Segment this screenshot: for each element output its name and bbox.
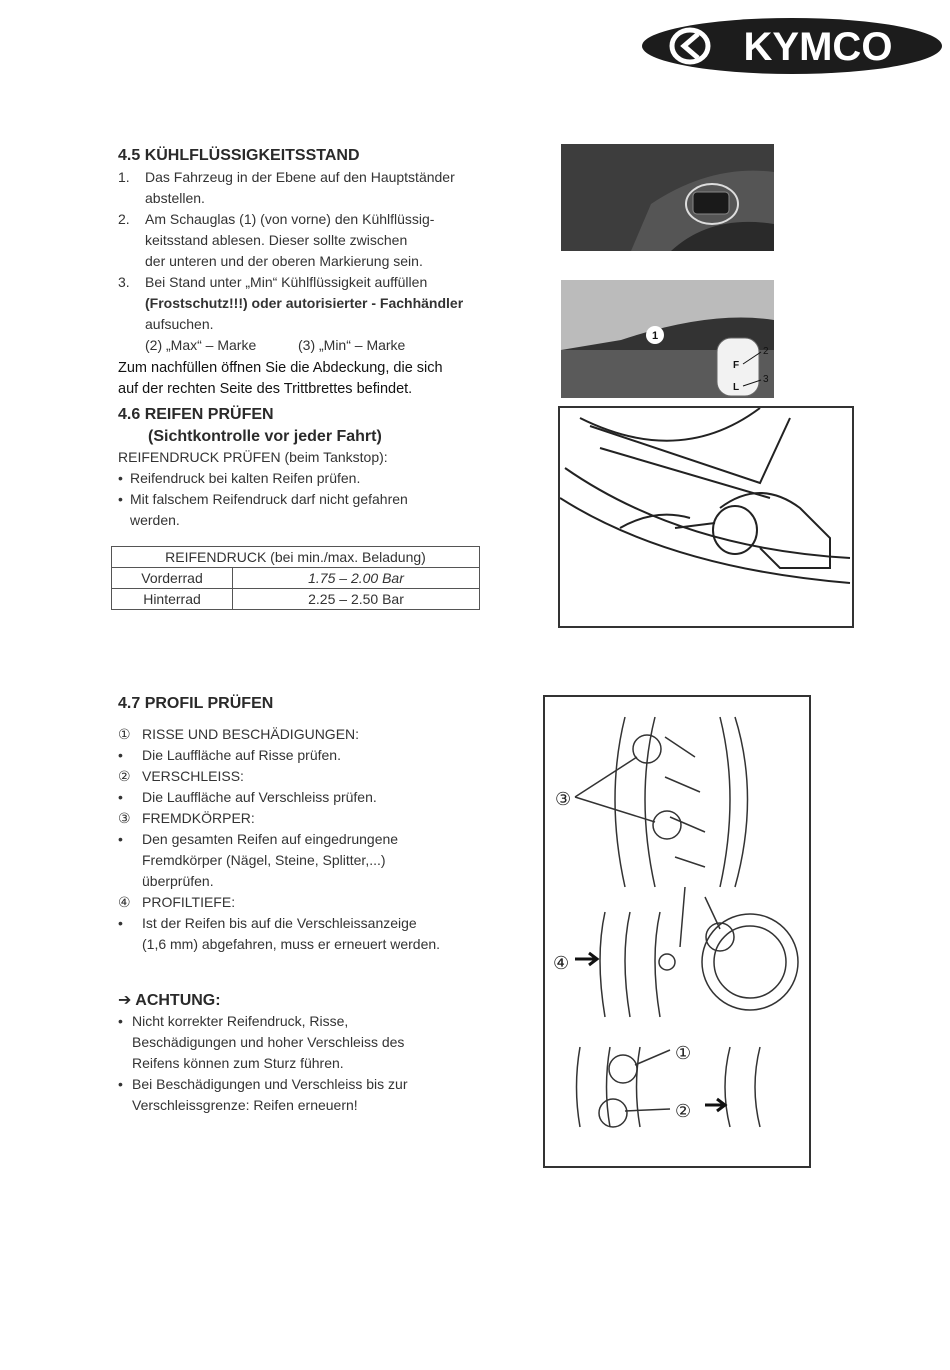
svg-text:L: L [733, 382, 740, 393]
coolant-photo-2 [561, 280, 774, 398]
min-mark: (3) „Min“ – Marke [298, 337, 406, 353]
svg-text:3: 3 [763, 374, 769, 385]
section-heading-tires: 4.6 REIFEN PRÜFEN [118, 406, 274, 423]
coolant-photo-1 [561, 144, 774, 251]
arrow-icon [705, 1099, 725, 1111]
table-row: Hinterrad 2.25 – 2.50 Bar [112, 589, 480, 610]
warning-heading: ➔ ACHTUNG: [118, 992, 221, 1009]
tire-pressure-text: REIFENDRUCK PRÜFEN (beim Tankstop): • Reifendruck bei kalten Reifen prüfen. • Mit falschem Reifendruck darf nicht gefahren werden. [118, 449, 408, 528]
diagram-label-1: ① [675, 1043, 692, 1064]
tire-gauge-illustration [558, 406, 854, 628]
svg-text:F: F [733, 360, 740, 371]
diagram-label-4: ④ [553, 953, 570, 974]
kymco-logo [640, 16, 945, 76]
table-header: REIFENDRUCK (bei min./max. Beladung) [112, 547, 480, 568]
tire-pressure-table [111, 546, 480, 610]
profile-checks: ① RISSE UND BESCHÄDIGUNGEN: • Die Lauffläche auf Risse prüfen. ② VERSCHLEISS: • Die Lauffläche auf Verschleiss prüfen. ③ FREMDKÖRPER: • Den gesamten Reifen auf eingedrungene Fremdkörper (Nägel, Steine, Splitter,...) überprüfen. ④ PROFILTIEFE: • Ist der Reifen bis auf die Verschleissanzeige (1,6 mm) abgefahren, muss er erneuert werden. [118, 726, 441, 952]
diagram-label-2: ② [675, 1101, 692, 1122]
section-heading-profile: 4.7 PROFIL PRÜFEN [118, 695, 274, 712]
tread-diagram [543, 695, 811, 1168]
max-mark: (2) „Max“ – Marke [145, 337, 257, 353]
table-row: Vorderrad 1.75 – 2.00 Bar [112, 568, 480, 589]
tires-subheading: (Sichtkontrolle vor jeder Fahrt) [148, 428, 382, 445]
svg-text:2: 2 [763, 346, 769, 357]
section-heading-coolant: 4.5 KÜHLFLÜSSIGKEITSSTAND [118, 147, 360, 164]
svg-text:1: 1 [651, 330, 659, 342]
refill-note: Zum nachfüllen öffnen Sie die Abdeckung, die sich auf der rechten Seite des Trittbrettes befindet. [118, 360, 443, 397]
diagram-label-3: ③ [555, 789, 572, 810]
logo-text: KYMCO [743, 25, 893, 69]
arrow-icon [575, 953, 597, 965]
warning-text: • Nicht korrekter Reifendruck, Risse, Beschädigungen und hoher Verschleiss des Reifens können zum Sturz führen. • Bei Beschädigungen und Verschleiss bis zur Verschleissgrenze: Reifen erneuern! [118, 1013, 408, 1113]
coolant-steps: 1. Das Fahrzeug in der Ebene auf den Hauptständer abstellen. 2. Am Schauglas (1) (von vorne) den Kühlflüssig- keitsstand ablesen. Dieser sollte zwischen der unteren und der oberen Markierung sein. 3. Bei Stand unter „Min“ Kühlflüssigkeit auffüllen (Frostschutz!!!) oder autorisierter - Fachhändler aufsuchen. (2) „Max“ – Marke (3) „Min“ – Marke [118, 167, 538, 367]
